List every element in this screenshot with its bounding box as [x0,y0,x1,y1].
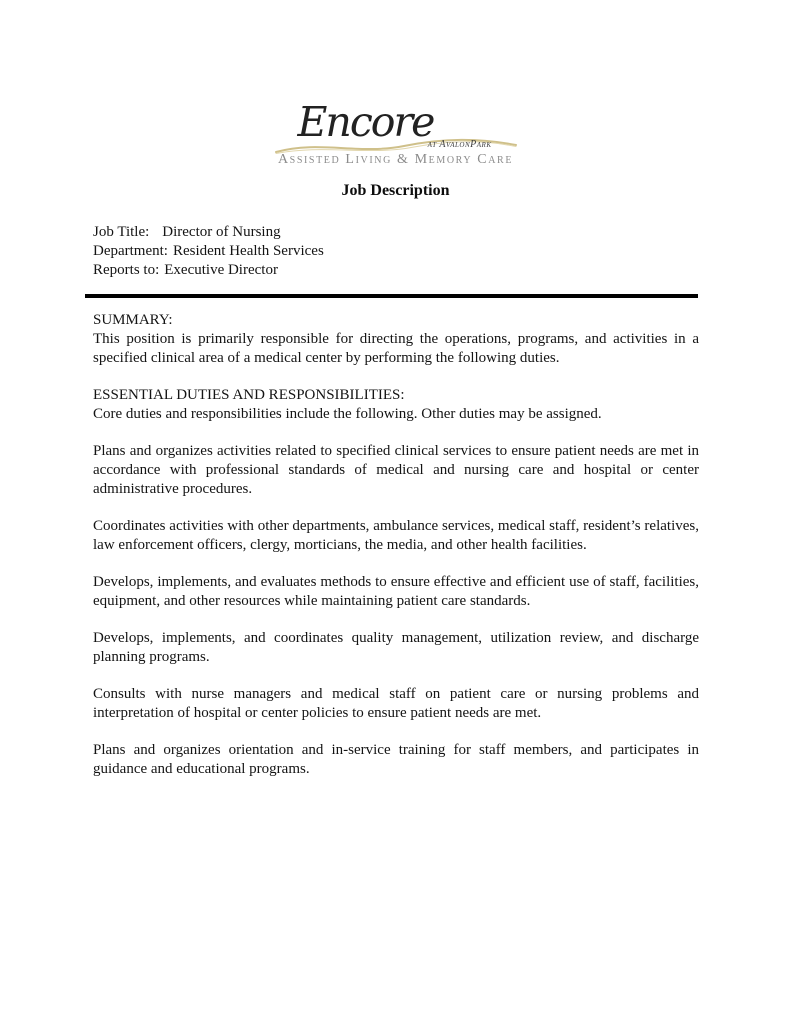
logo-subbrand: at AvalonPark [427,139,492,150]
section-duty-4 [93,629,699,667]
section-body: Consults with nurse managers and medical staff on patient care or nursing problems and interpretation of hospital or center policies to ensure patient needs are met. [93,686,699,721]
department-label: Department: [93,243,168,259]
section-body: Plans and organizes orientation and in-service training for staff members, and participates in guidance and educational programs. [93,742,699,777]
document-body [93,311,699,779]
section-duty-6 [93,741,699,779]
department-value: Resident Health Services [172,243,324,259]
section-duty-1 [93,442,699,499]
section-duty-2 [93,517,699,555]
section-body: Core duties and responsibilities include the following. Other duties may be assigned. [93,406,602,422]
divider-rule [85,294,698,298]
logo-tagline: Assisted Living & Memory Care [277,152,514,167]
section-body: This position is primarily responsible for directing the operations, programs, and activities in a specified clinical area of a medical center by performing the following duties. [93,331,699,366]
section-body: Develops, implements, and coordinates quality management, utilization review, and discharge planning programs. [93,630,699,665]
job-info [93,223,699,280]
job-title-value: Director of Nursing [162,224,281,240]
section-heading: ESSENTIAL DUTIES AND RESPONSIBILITIES: [93,387,405,403]
page-title: Job Description [341,182,450,199]
reports-to-value: Executive Director [164,262,278,278]
job-title-label: Job Title: [93,224,150,240]
section-duty-3 [93,573,699,611]
section-essential-duties [93,386,699,424]
section-summary [93,311,699,368]
department-row [93,242,699,261]
reports-to-label: Reports to: [93,262,160,278]
section-body: Develops, implements, and evaluates methods to ensure effective and efficient use of staff, facilities, equipment, and other resources while maintaining patient care standards. [93,574,699,609]
logo-brand-script: Encore [297,98,434,146]
reports-to-row [93,261,699,280]
section-body: Coordinates activities with other departments, ambulance services, medical staff, resident’s relatives, law enforcement officers, clergy, morticians, the media, and other health facilities. [93,518,699,553]
logo [276,100,516,167]
section-heading: SUMMARY: [93,312,173,328]
job-title-row [93,223,699,242]
section-body: Plans and organizes activities related to specified clinical services to ensure patient needs are met in accordance with professional standards of medical and nursing care and hospital or center administrative procedures. [93,443,699,497]
section-duty-5 [93,685,699,723]
